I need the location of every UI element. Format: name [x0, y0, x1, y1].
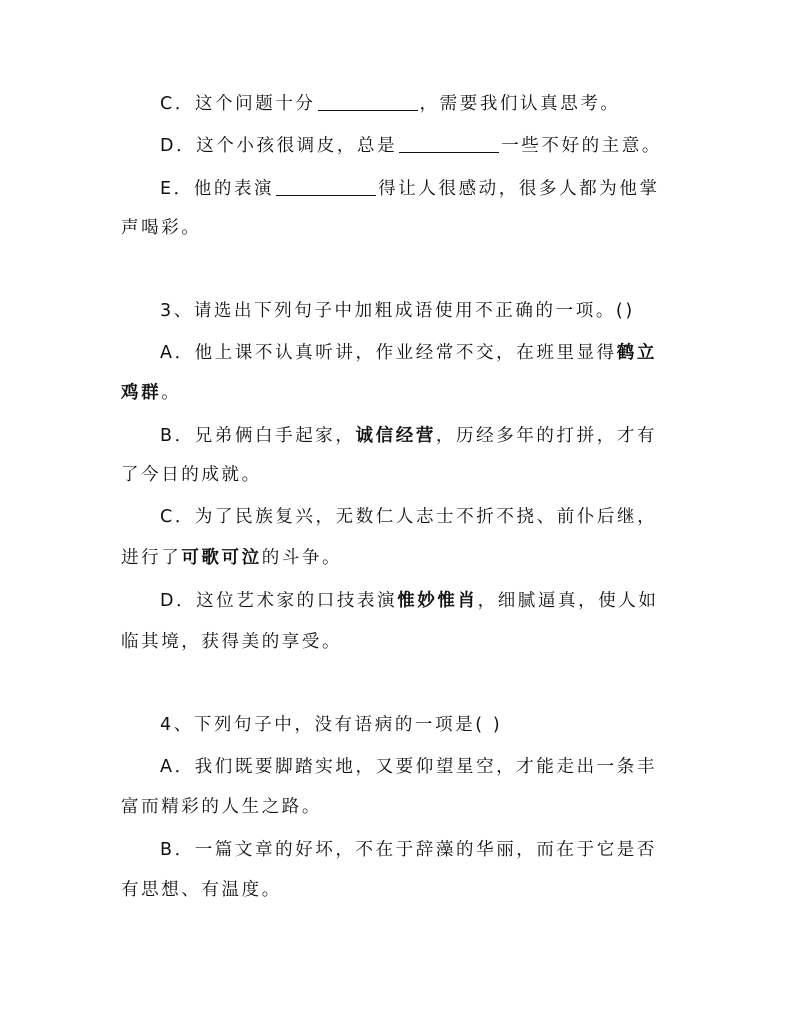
q2-option-c	[0, 92, 794, 116]
q3-option-b-cont: 了今日的成就。	[121, 465, 262, 485]
q4-option-b: B．一篇文章的好坏，不在于辞藻的华丽，而在于它是否	[160, 840, 658, 860]
q3-option-d	[0, 589, 794, 613]
q2-d-text-after: 一些不好的主意。	[501, 136, 662, 156]
q3-d-text-after: ，细腻逼真，使人如	[477, 591, 659, 611]
q3-a-idiom-part1: 鹤立	[616, 343, 657, 363]
q3-d-text-before: D．这位艺术家的口技表演	[160, 591, 398, 611]
q3-a-text: A．他上课不认真听讲，作业经常不交，在班里显得	[160, 343, 617, 363]
q4-stem: 4、下列句子中，没有语病的一项是( )	[160, 715, 503, 735]
q2-e-blank	[276, 177, 376, 196]
q2-c-blank	[318, 92, 418, 111]
q2-option-e	[0, 177, 794, 201]
q3-c-text-after: 的斗争。	[261, 548, 343, 568]
q3-stem: 3、请选出下列句子中加粗成语使用不正确的一项。()	[160, 301, 635, 321]
q3-a-idiom-part2: 鸡群	[121, 383, 162, 403]
q3-option-c-cont	[0, 546, 794, 570]
q4-option-a: A．我们既要脚踏实地，又要仰望星空，才能走出一条丰	[160, 757, 657, 777]
q3-option-c: C．为了民族复兴，无数仁人志士不折不挠、前仆后继，	[160, 507, 658, 527]
q2-d-blank	[399, 134, 499, 153]
q2-c-text-after: ，需要我们认真思考。	[419, 94, 621, 114]
q3-c-idiom: 可歌可泣	[181, 548, 262, 568]
q2-option-e-cont: 声喝彩。	[121, 218, 202, 238]
q3-option-a	[0, 341, 794, 365]
q3-a-period: 。	[161, 383, 182, 403]
q2-c-text-before: C．这个问题十分	[160, 94, 316, 114]
q3-b-text-after: ，历经多年的打拼，才有	[435, 426, 658, 446]
q3-option-a-cont	[0, 381, 794, 405]
q3-c-text-before: 进行了	[121, 548, 182, 568]
q4-option-b-cont: 有思想、有温度。	[121, 880, 282, 900]
q2-e-text-after: 得让人很感动，很多人都为他掌	[378, 179, 660, 199]
q3-option-b	[0, 424, 794, 448]
q3-b-text-before: B．兄弟俩白手起家，	[160, 426, 356, 446]
q3-option-d-cont: 临其境，获得美的享受。	[121, 632, 343, 652]
q4-option-a-cont: 富而精彩的人生之路。	[121, 797, 322, 817]
q3-d-idiom: 惟妙惟肖	[397, 591, 478, 611]
q3-b-idiom: 诚信经营	[355, 426, 436, 446]
q2-option-d	[0, 134, 794, 158]
q2-d-text-before: D．这个小孩很调皮，总是	[160, 136, 398, 156]
q2-e-text-before: E．他的表演	[160, 179, 275, 199]
